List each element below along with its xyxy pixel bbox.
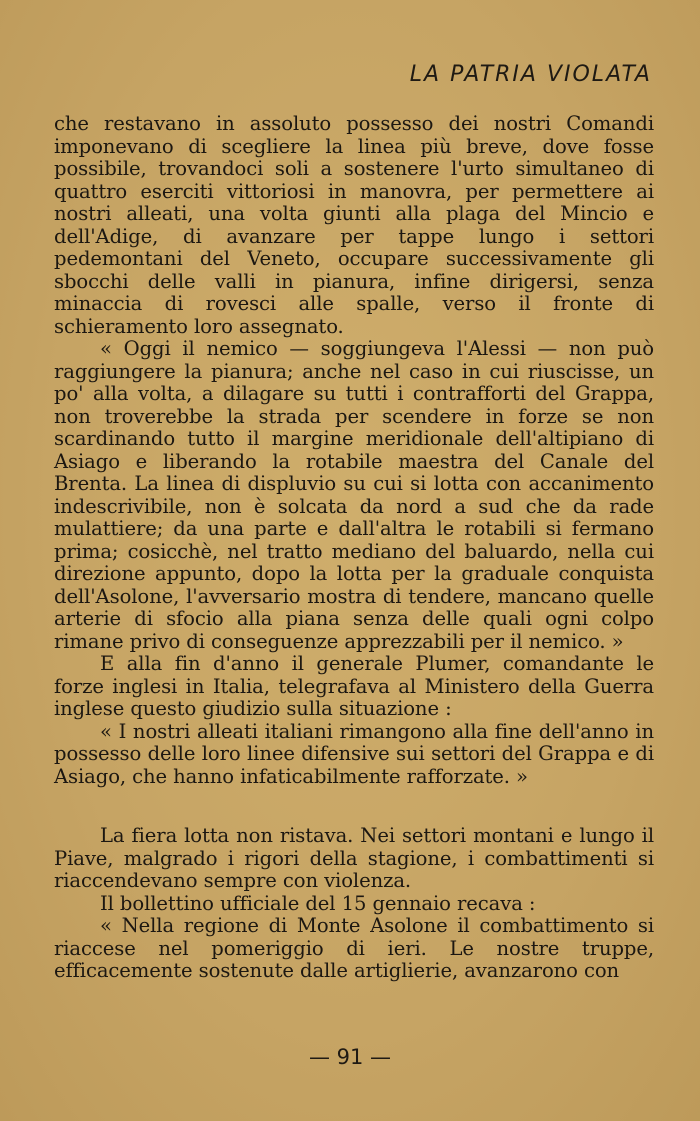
- paragraph: « I nostri alleati italiani rimangono alla fine dell'anno in possesso delle loro linee difensive sui settori del Grappa e di Asiago, che hanno infaticabilmente rafforzate. »: [54, 719, 654, 788]
- page-number: — 91 —: [308, 1045, 392, 1069]
- running-title: LA PATRIA VIOLATA: [409, 62, 652, 87]
- paragraph: Il bollettino ufficiale del 15 gennaio recava :: [100, 891, 536, 915]
- body-text: [54, 113, 654, 983]
- paragraph: « Nella regione di Monte Asolone il combattimento si riaccese nel pomeriggio di ieri. Le nostre truppe, efficacemente sostenute dalle artiglierie, avanzarono con: [54, 914, 654, 982]
- paragraph: che restavano in assoluto possesso dei nostri Comandi imponevano di scegliere la linea più breve, dove fosse possibile, trovandoci soli a sostenere l'urto simultaneo di quattro eserciti vittoriosi in manovra, per permettere ai nostri alleati, una volta giunti alla plaga del Mincio e dell'Adige, di avanzare per tappe lungo i settori pedemontani del Veneto, occupare successivamente gli sbocchi delle valli in pianura, infine dirigersi, senza minaccia di rovesci alle spalle, verso il fronte di schieramento loro assegnato.: [54, 112, 654, 338]
- paragraph: E alla fin d'anno il generale Plumer, comandante le forze inglesi in Italia, telegrafava al Ministero della Guerra inglese questo giudizio sulla situazione :: [54, 652, 654, 720]
- paragraph: La fiera lotta non ristava. Nei settori montani e lungo il Piave, malgrado i rigori della stagione, i combattimenti si riaccendevano sempre con violenza.: [54, 824, 654, 892]
- paragraph: « Oggi il nemico — soggiungeva l'Alessi — non può raggiungere la pianura; anche nel caso in cui riuscisse, un po' alla volta, a dilagare su tutti i contrafforti del Grappa, non troverebbe la strada per scendere in forze se non scardinando tutto il margine meridionale dell'altipiano di Asiago e liberando la rotabile maestra del Canale del Brenta. La linea di displuvio su cui si lotta con accanimento indescrivibile, non è solcata da nord a sud che da rade mulattiere; da una parte e dall'altra le rotabili si fermano prima; cosicchè, nel tratto mediano del baluardo, nella cui direzione appunto, dopo la lotta per la graduale conquista dell'Asolone, l'avversario mostra di tendere, mancano quelle arterie di sfocio alla piana senza delle quali ogni colpo rimane privo di conseguenze apprezzabili per il nemico. »: [54, 337, 654, 653]
